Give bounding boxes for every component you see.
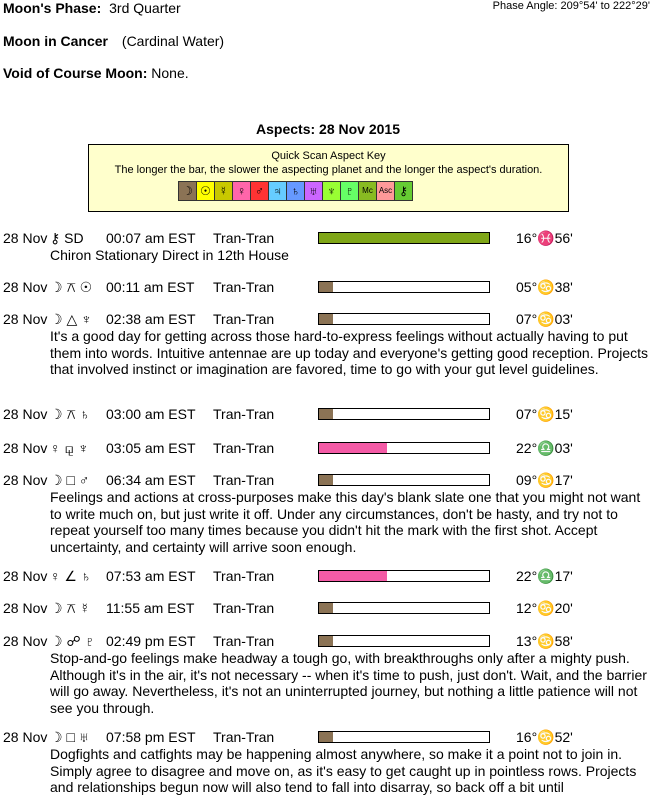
- aspect-glyphs: ☽ □ ♅: [50, 729, 90, 745]
- key-glyph-icon: ♀: [232, 181, 251, 201]
- aspects-title: Aspects: 28 Nov 2015: [256, 121, 400, 137]
- key-glyph-icon: Mc: [358, 181, 377, 201]
- aspect-duration-bar: [318, 474, 490, 486]
- voc-value: None.: [151, 65, 189, 81]
- key-glyph-icon: ☉: [196, 181, 215, 201]
- aspect-date: 28 Nov: [3, 633, 48, 649]
- aspect-date: 28 Nov: [3, 729, 48, 745]
- aspect-interpretation: Stop-and-go feelings make headway a tough go, with breakthroughs only after a mighty push. Although it's in the air, it's not necessary -- when it's time to push, just don't. Wait, and the barrier will go away. Nevertheless, it's not an uninterrupted journey, but nothing a little patience will not see you through.: [50, 650, 647, 716]
- voc-label: Void of Course Moon:: [3, 65, 148, 81]
- aspect-glyphs: ♀ ⚼ ♆: [50, 440, 89, 456]
- aspect-type: Tran-Tran: [213, 600, 275, 616]
- aspect-interpretation: Feelings and actions at cross-purposes make this day's blank slate one that you might not want to write much on, but just write it off. Under any circumstances, don't be hasty, and try not to repeat yourself too many times because you didn't hit the mark with the first shot. Accept uncertainty, and certainty will arrive soon enough.: [50, 489, 641, 555]
- aspect-time: 03:05 am EST: [106, 440, 196, 456]
- key-glyph-icon: ♅: [304, 181, 323, 201]
- aspect-date: 28 Nov: [3, 311, 48, 327]
- aspect-duration-bar: [318, 635, 490, 647]
- aspect-duration-fill: [319, 475, 333, 485]
- aspect-type: Tran-Tran: [213, 633, 275, 649]
- aspect-position: 22°♎03': [516, 440, 573, 456]
- aspect-time: 06:34 am EST: [106, 472, 196, 488]
- aspect-duration-bar: [318, 570, 490, 582]
- aspect-time: 07:53 am EST: [106, 568, 196, 584]
- aspect-type: Tran-Tran: [213, 568, 275, 584]
- moon-phase-label: Moon's Phase:: [3, 0, 102, 16]
- aspect-duration-fill: [319, 233, 489, 243]
- aspect-interpretation: Chiron Stationary Direct in 12th House: [50, 247, 289, 263]
- key-glyph-icon: ⚷: [394, 181, 413, 201]
- aspect-duration-fill: [319, 443, 387, 453]
- aspect-position: 09°♋17': [516, 472, 573, 488]
- aspect-duration-fill: [319, 603, 333, 613]
- phase-angle: Phase Angle: 209°54' to 222°29': [492, 0, 650, 12]
- aspect-duration-bar: [318, 281, 490, 293]
- aspect-time: 02:38 am EST: [106, 311, 196, 327]
- aspect-type: Tran-Tran: [213, 311, 275, 327]
- aspect-key-title: Quick Scan Aspect Key: [271, 150, 386, 162]
- moon-phase-line: [3, 0, 181, 16]
- moon-sign-label: Moon in Cancer: [3, 33, 109, 49]
- key-glyph-icon: ♂: [250, 181, 269, 201]
- aspect-date: 28 Nov: [3, 230, 48, 246]
- moon-sign-value: (Cardinal Water): [121, 33, 225, 49]
- moon-phase-value: 3rd Quarter: [109, 0, 181, 16]
- aspect-position: 05°♋38': [516, 279, 573, 295]
- aspect-position: 07°♋15': [516, 406, 573, 422]
- moon-sign-line: [3, 33, 224, 49]
- key-glyph-icon: ☽: [178, 181, 197, 201]
- key-glyph-icon: ♆: [322, 181, 341, 201]
- aspect-duration-fill: [319, 282, 333, 292]
- aspect-type: Tran-Tran: [213, 406, 275, 422]
- aspect-glyphs: ☽ □ ♂: [50, 472, 90, 488]
- aspect-duration-bar: [318, 313, 490, 325]
- aspect-position: 07°♋03': [516, 311, 573, 327]
- aspect-position: 16°♓56': [516, 230, 573, 246]
- aspect-position: 22°♎17': [516, 568, 573, 584]
- aspect-date: 28 Nov: [3, 568, 48, 584]
- aspect-date: 28 Nov: [3, 600, 48, 616]
- aspect-date: 28 Nov: [3, 279, 48, 295]
- aspect-glyphs: ☽ ⚻ ☿: [50, 600, 91, 616]
- aspect-glyphs: ☽ ☍ ♇: [50, 633, 96, 649]
- aspect-duration-bar: [318, 731, 490, 743]
- aspect-duration-bar: [318, 408, 490, 420]
- aspect-type: Tran-Tran: [213, 230, 275, 246]
- aspect-glyphs: ☽ ⚻ ☉: [50, 279, 93, 295]
- aspect-key-box: [88, 144, 569, 212]
- aspect-type: Tran-Tran: [213, 729, 275, 745]
- aspect-key-description: The longer the bar, the slower the aspecting planet and the longer the aspect's duration.: [114, 164, 543, 176]
- aspect-type: Tran-Tran: [213, 279, 275, 295]
- aspect-time: 02:49 pm EST: [106, 633, 196, 649]
- aspect-duration-fill: [319, 636, 333, 646]
- key-glyph-icon: Asc: [376, 181, 395, 201]
- key-glyph-icon: ☿: [214, 181, 233, 201]
- aspect-duration-bar: [318, 232, 490, 244]
- aspect-glyphs: ♀ ∠ ♄: [50, 568, 92, 584]
- aspect-glyphs: ⚷ SD: [50, 230, 84, 246]
- aspect-type: Tran-Tran: [213, 440, 275, 456]
- aspect-time: 00:11 am EST: [106, 279, 195, 295]
- aspect-glyphs: ☽ △ ♆: [50, 311, 92, 327]
- aspect-position: 13°♋58': [516, 633, 573, 649]
- aspect-position: 12°♋20': [516, 600, 573, 616]
- aspect-date: 28 Nov: [3, 440, 48, 456]
- aspect-time: 11:55 am EST: [106, 600, 195, 616]
- key-glyph-icon: ♄: [286, 181, 305, 201]
- aspect-key-glyphs: [178, 181, 412, 201]
- key-glyph-icon: ♇: [340, 181, 359, 201]
- aspect-duration-fill: [319, 409, 333, 419]
- aspect-time: 00:07 am EST: [106, 230, 196, 246]
- aspect-duration-fill: [319, 314, 333, 324]
- void-of-course-line: [3, 65, 189, 81]
- aspect-time: 03:00 am EST: [106, 406, 196, 422]
- key-glyph-icon: ♃: [268, 181, 287, 201]
- aspect-interpretation: Dogfights and catfights may be happening almost anywhere, so make it a point not to join in. Simply agree to disagree and move on, as it's easy to get caught up in pointless rows. Projects and relationships begun now will also tend to fall into disarray, so back off a bit until: [50, 746, 637, 795]
- aspect-type: Tran-Tran: [213, 472, 275, 488]
- aspect-duration-fill: [319, 571, 387, 581]
- aspect-duration-bar: [318, 442, 490, 454]
- aspect-duration-bar: [318, 602, 490, 614]
- aspect-date: 28 Nov: [3, 406, 48, 422]
- aspect-duration-fill: [319, 732, 333, 742]
- aspect-glyphs: ☽ ⚻ ♄: [50, 406, 91, 422]
- aspect-time: 07:58 pm EST: [106, 729, 196, 745]
- aspect-position: 16°♋52': [516, 729, 573, 745]
- aspect-interpretation: It's a good day for getting across those hard-to-express feelings without actually having to put them into words. Intuitive antennae are up today and everyone's getting good reception. Projects that involved instinct or imagination are favored, time to go with your gut level guidelines.: [50, 328, 649, 377]
- aspect-date: 28 Nov: [3, 472, 48, 488]
